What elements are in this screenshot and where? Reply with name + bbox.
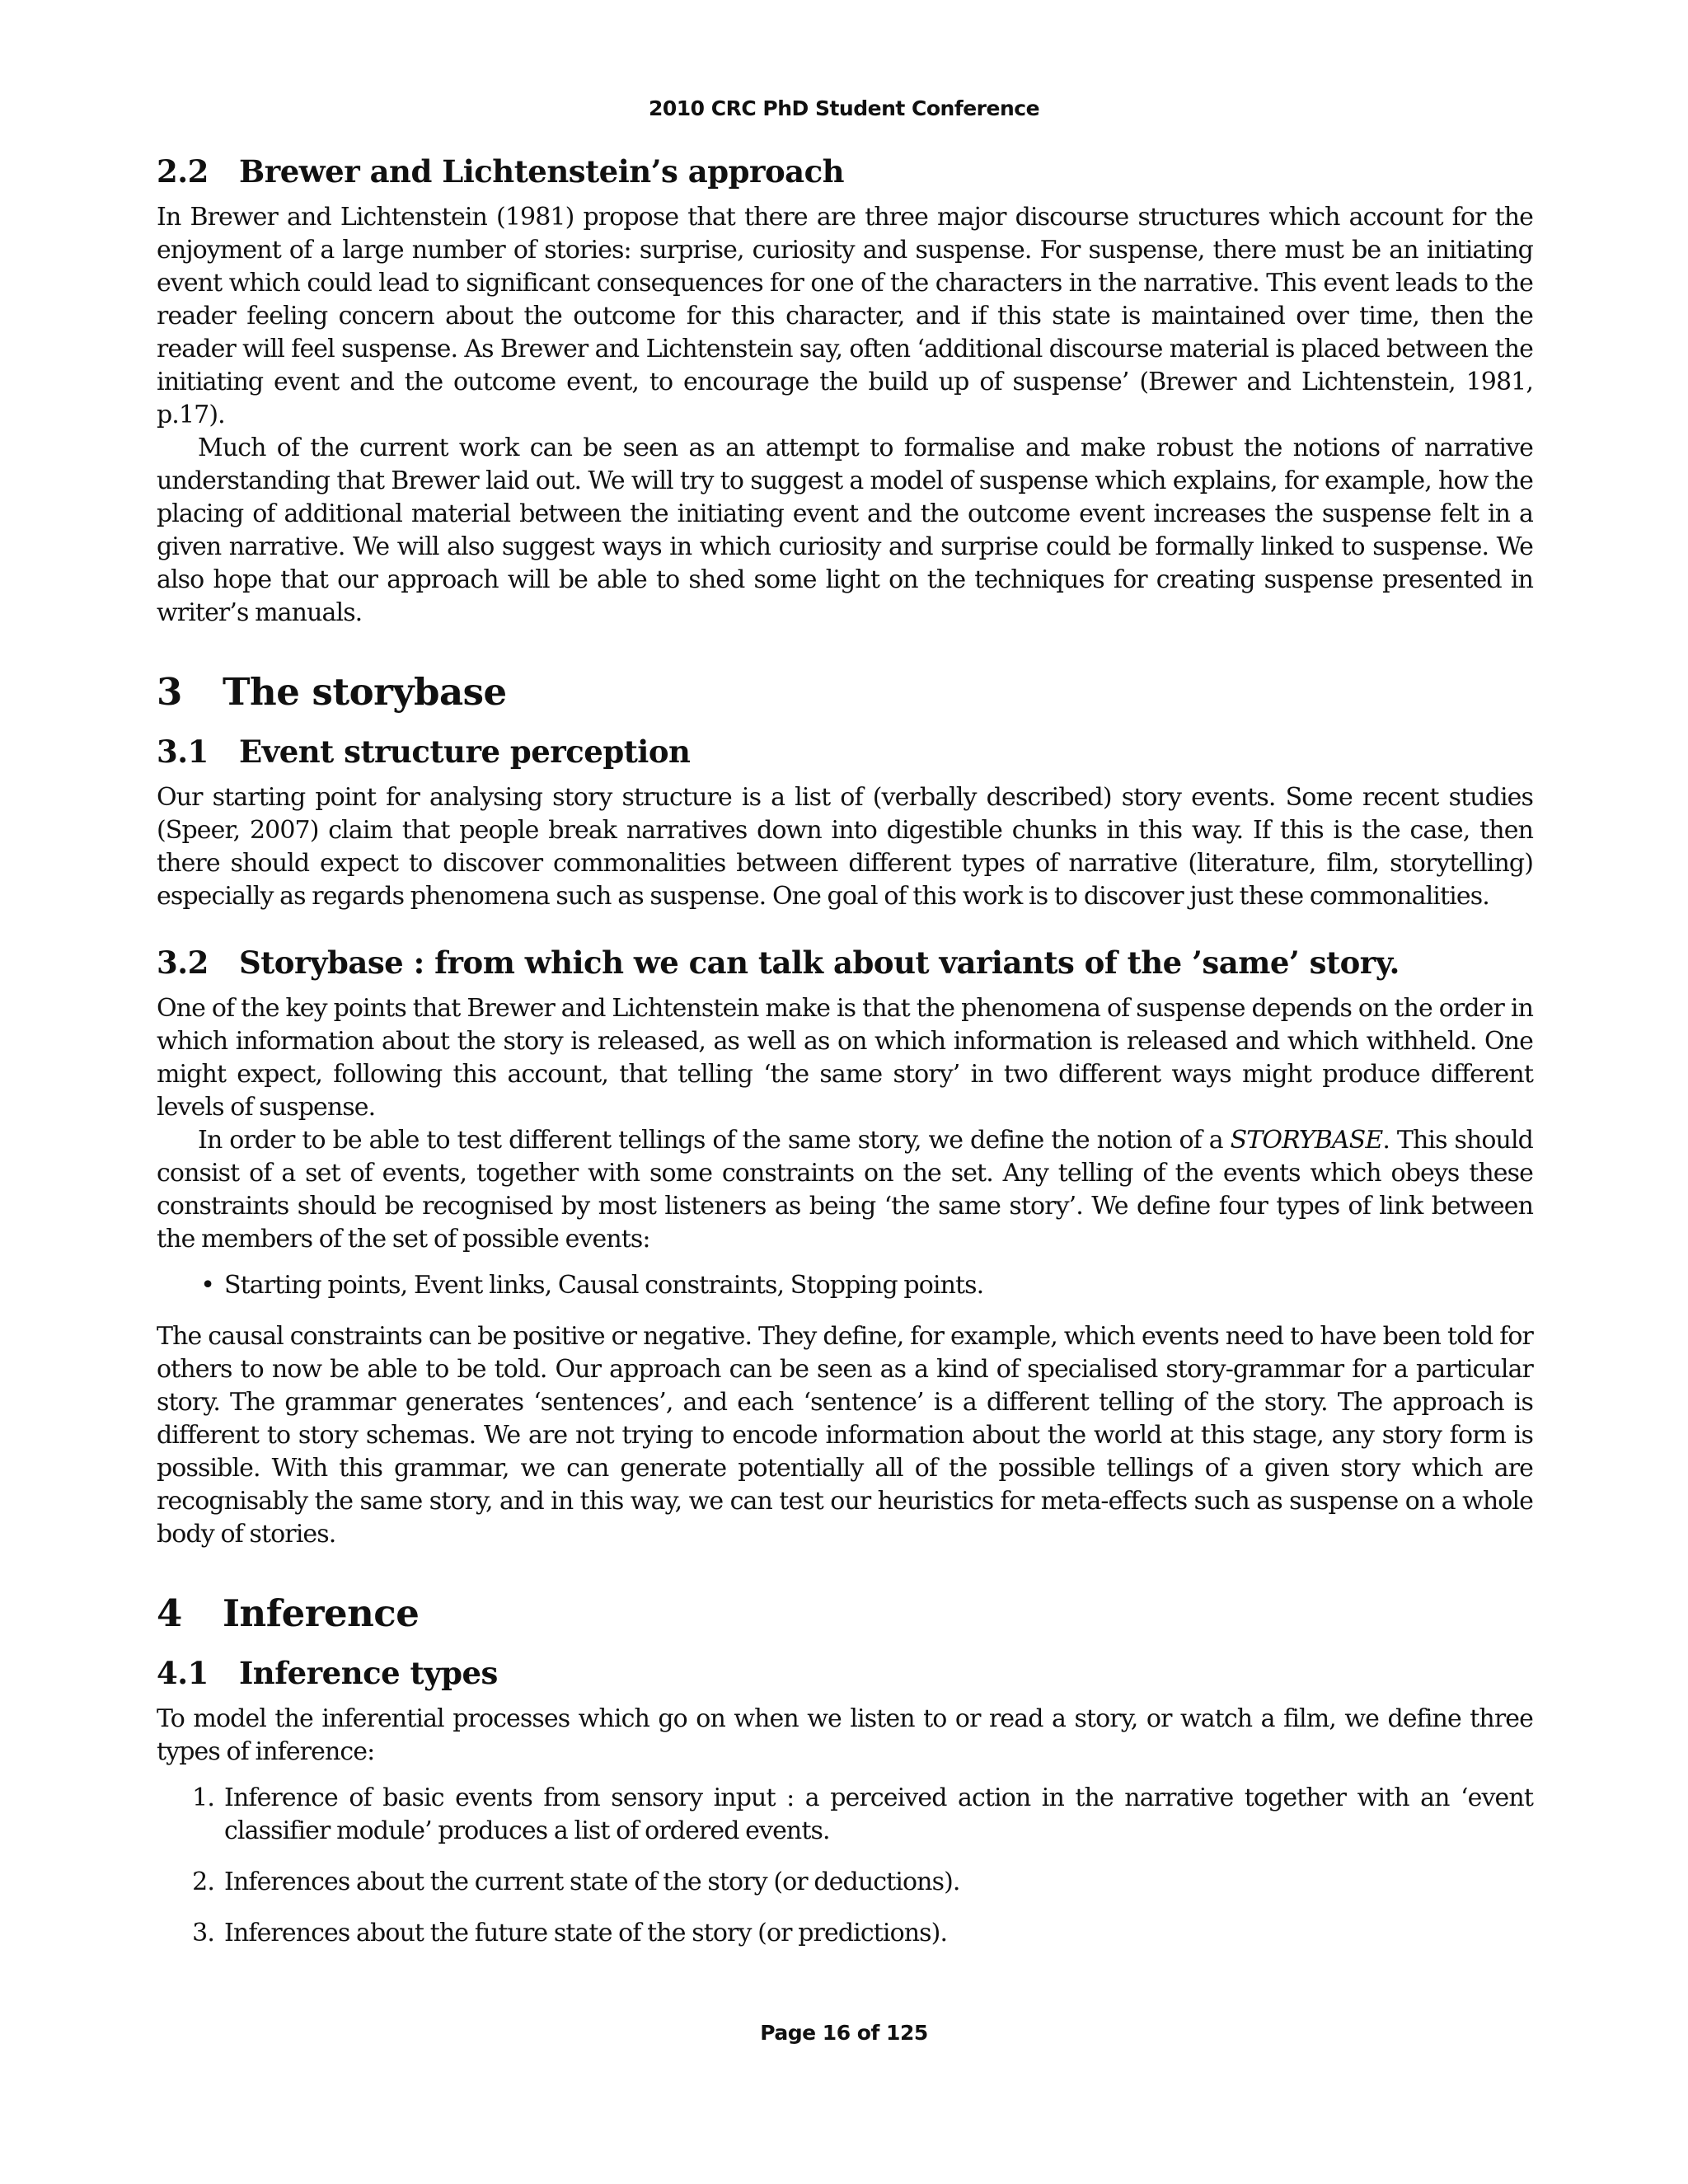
section-3-heading <box>157 669 1533 715</box>
paragraph: The causal constraints can be positive or negative. They define, for example, which events need to have been told for others to now be able to be told. Our approach can be seen as a kind of specialised story-grammar for a particular story. The grammar generates ‘sentences’, and each ‘sentence’ is a different telling of the story. The approach is different to story schemas. We are not trying to encode information about the world at this stage, any story form is possible. With this grammar, we can generate potentially all of the possible tellings of a given story which are recognisably the same story, and in this way, we can test our heuristics for meta-effects such as suspense on a whole body of stories. <box>157 1322 1533 1549</box>
list-item <box>157 1917 1533 1950</box>
list-item <box>157 1782 1533 1848</box>
section-number: 3.1 <box>157 733 209 770</box>
page-header: 2010 CRC PhD Student Conference <box>648 96 1040 120</box>
list-item-text: Starting points, Event links, Causal constraints, Stopping points. <box>224 1271 984 1300</box>
list-item <box>157 1866 1533 1899</box>
list-marker: 2. <box>192 1868 214 1896</box>
section-title: Brewer and Lichtenstein’s approach <box>239 153 845 190</box>
section-number: 4.1 <box>157 1655 209 1691</box>
paragraph-text: . This should consist of a set of events, together with some constraints on the set. Any telling of the events which obeys these constraints should be recognised by most listeners as being ‘the same story’. We define four types of link between the members of the set of possible events: <box>157 1126 1533 1254</box>
section-number: 2.2 <box>157 153 209 190</box>
section-title: Storybase : from which we can talk about variants of the ’same’ story. <box>239 944 1400 981</box>
numbered-list <box>157 1782 1533 1950</box>
page-footer: Page 16 of 125 <box>760 2021 928 2045</box>
section-number: 3.2 <box>157 944 209 981</box>
list-item-text: Inferences about the current state of the story (or deductions). <box>224 1868 960 1896</box>
section-title: The storybase <box>223 670 507 714</box>
section-title: Inference <box>223 1591 420 1635</box>
list-item <box>157 1269 1533 1302</box>
list-marker: 1. <box>192 1783 214 1812</box>
paragraph: Much of the current work can be seen as an attempt to formalise and make robust the notions of narrative understanding that Brewer laid out. We will try to suggest a model of suspense which explains, for example, how the placing of additional material between the initiating event and the outcome event increases the suspense felt in a given narrative. We will also suggest ways in which curiosity and surprise could be formally linked to suspense. We also hope that our approach will be able to shed some light on the techniques for creating suspense presented in writer’s manuals. <box>157 434 1533 627</box>
paper-body <box>157 145 1533 1950</box>
list-item-text: Inferences about the future state of the story (or predictions). <box>224 1919 948 1947</box>
paragraph-text: In order to be able to test different tellings of the same story, we define the notion of a <box>198 1126 1231 1155</box>
section-title: Inference types <box>239 1655 498 1691</box>
paragraph: Our starting point for analysing story structure is a list of (verbally described) story events. Some recent studies (Speer, 2007) claim that people break narratives down into digestible chunks in this way. If this is the case, then there should expect to discover commonalities between different types of narrative (literature, film, storytelling) especially as regards phenomena such as suspense. One goal of this work is to discover just these commonalities. <box>157 783 1533 911</box>
section-3-2-heading <box>157 943 1533 982</box>
paragraph: To model the inferential processes which go on when we listen to or read a story, or watch a film, we define three types of inference: <box>157 1704 1533 1766</box>
section-4-heading <box>157 1591 1533 1637</box>
list-item-text: Inference of basic events from sensory input : a perceived action in the narrative together with an ‘event classifier module’ produces a list of ordered events. <box>224 1783 1533 1845</box>
bullet-icon: • <box>200 1271 214 1300</box>
paragraph: In Brewer and Lichtenstein (1981) propose that there are three major discourse structures which account for the enjoyment of a large number of stories: surprise, curiosity and suspense. For suspense, there must be an initiating event which could lead to significant consequences for one of the characters in the narrative. This event leads to the reader feeling concern about the outcome for this character, and if this state is maintained over time, then the reader will feel suspense. As Brewer and Lichtenstein say, often ‘additional discourse material is placed between the initiating event and the outcome event, to encourage the build up of suspense’ (Brewer and Lichtenstein, 1981, p.17). <box>157 203 1533 429</box>
bullet-list <box>157 1269 1533 1302</box>
paragraph <box>157 1124 1533 1256</box>
section-3-1-heading <box>157 732 1533 771</box>
storybase-term: STORYBASE <box>1230 1126 1383 1155</box>
paragraph: One of the key points that Brewer and Lichtenstein make is that the phenomena of suspense depends on the order in which information about the story is released, as well as on which information is released and which withheld. One might expect, following this account, that telling ‘the same story’ in two different ways might produce different levels of suspense. <box>157 994 1533 1122</box>
section-title: Event structure perception <box>239 733 691 770</box>
section-2-2-heading <box>157 152 1533 191</box>
section-number: 3 <box>157 670 182 714</box>
section-number: 4 <box>157 1591 182 1635</box>
list-marker: 3. <box>192 1919 214 1947</box>
section-4-1-heading <box>157 1653 1533 1693</box>
